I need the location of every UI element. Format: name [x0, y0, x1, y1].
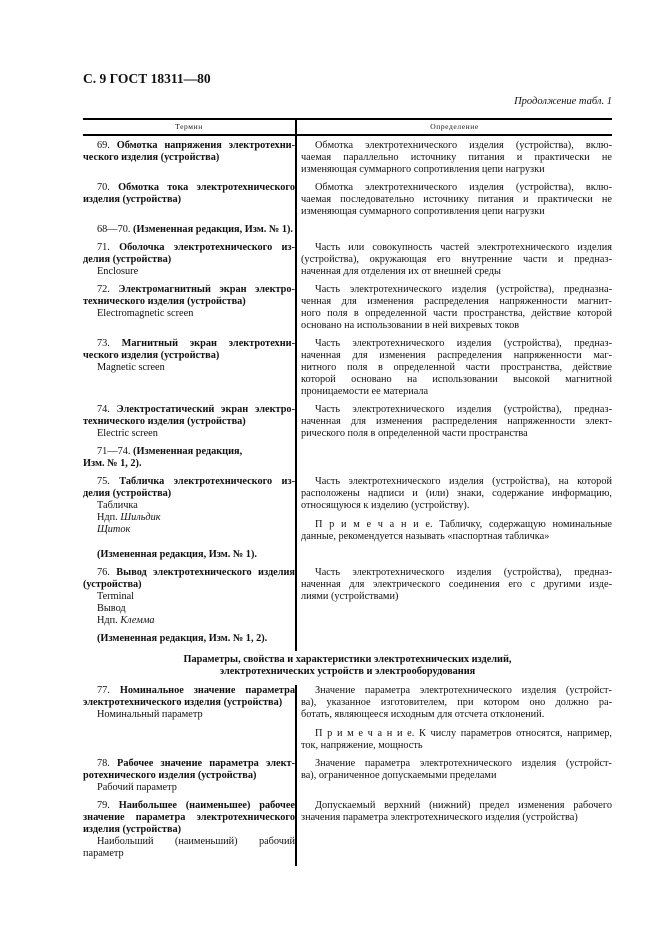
definition-line: которой основано на использовании высокой магнитной	[301, 374, 612, 385]
definition-cell	[295, 284, 612, 338]
definition-line: (устройства), окружающая его внутренние части и предназ-	[301, 254, 612, 265]
definition-line: ва), указанное изготовителем, при котором оно должно ра-	[301, 697, 612, 708]
definition-cell	[295, 633, 612, 651]
term-title: Электромагнитный экран электро-	[118, 284, 295, 295]
definition-line: Часть электротехнического изделия (устройства), предназ-	[315, 567, 612, 578]
definition-line: Часть электротехнического изделия (устройства), предназна-	[315, 284, 612, 295]
definition-line: ченная для изменения распределения напряженности магнит-	[301, 296, 612, 307]
term-title: Обмотка тока электротехнического	[118, 182, 296, 193]
term-number: 70.	[97, 182, 110, 193]
term-synonym	[83, 615, 295, 627]
term-title: (устройства)	[83, 579, 142, 590]
definition-line: данные, рекомендуется называть «паспортная табличка»	[301, 531, 550, 542]
term-title: изделия (устройства)	[83, 824, 182, 835]
definition-paragraph	[301, 519, 612, 543]
term-title-line	[83, 182, 295, 194]
term-title-line	[83, 152, 295, 164]
definition-line: наченная для электрического соединения его с другими изде-	[301, 579, 612, 590]
definition-paragraph	[301, 567, 612, 603]
term-title-line	[83, 350, 295, 362]
term-cell	[83, 567, 295, 633]
term-number: 79.	[97, 800, 110, 811]
definition-line: Часть электротехнического изделия (устройства), предназ-	[315, 338, 612, 349]
term-cell	[83, 284, 295, 338]
synonym-text: Terminal	[97, 591, 135, 602]
note-number: 71—74.	[97, 446, 131, 457]
term-synonym	[83, 836, 295, 848]
term-entry	[83, 404, 612, 446]
definition-line: Значение параметра электротехнического изделия (устройст-	[315, 758, 612, 769]
term-title-line	[83, 416, 295, 428]
term-title: Рабочее значение параметра элект-	[117, 758, 295, 769]
synonym-text: Шильдик	[120, 512, 161, 523]
term-title: электротехнического изделия (устройства)	[83, 697, 283, 708]
note-text: (Измененная редакция,	[133, 446, 243, 457]
synonym-text: Electromagnetic screen	[97, 308, 194, 319]
definition-paragraph	[301, 476, 612, 512]
definition-paragraph	[301, 800, 612, 824]
section-heading-line: Параметры, свойства и характеристики электротехнических изделий,	[183, 654, 512, 665]
term-title: Вывод электротехнического изделия	[116, 567, 296, 578]
definition-paragraph	[301, 758, 612, 782]
term-cell	[83, 633, 295, 651]
definition-cell	[295, 446, 612, 476]
term-title-line	[83, 758, 295, 770]
term-title: Номинальное значение параметра	[119, 685, 295, 696]
definition-cell	[295, 800, 612, 866]
synonym-text: Вывод	[97, 603, 126, 614]
definition-line: наченная для отделения их от внешней среды	[301, 266, 501, 277]
term-number: 78.	[97, 758, 110, 769]
term-number: 77.	[97, 685, 110, 696]
term-title: Обмотка напряжения электротехни-	[116, 140, 295, 151]
table-header	[83, 120, 612, 136]
definition-paragraph	[301, 685, 612, 721]
term-number: 69.	[97, 140, 110, 151]
synonym-text: Табличка	[97, 500, 138, 511]
term-title: технического изделия (устройства)	[83, 296, 246, 307]
term-cell	[83, 182, 295, 224]
definition-line: относящуюся к изделию (устройству).	[301, 500, 470, 511]
note-line	[83, 633, 295, 645]
synonym-prefix: Ндп.	[97, 512, 118, 523]
term-title: Оболочка электротехнического из-	[119, 242, 295, 253]
synonym-text: Щиток	[97, 524, 131, 535]
synonym-text: параметр	[83, 848, 124, 859]
amendment-note	[83, 224, 612, 242]
synonym-text: Клемма	[120, 615, 155, 626]
note-line	[83, 549, 295, 561]
term-title: Электростатический экран электро-	[116, 404, 296, 415]
definition-line: рического поля в определенной части пространства	[301, 428, 528, 439]
term-title-line	[83, 284, 295, 296]
term-synonym	[83, 308, 295, 320]
amendment-note	[83, 446, 612, 476]
term-title-line	[83, 567, 295, 579]
term-synonym	[83, 524, 295, 536]
definition-line: расположены надписи и (или) знаки, содержание информацию,	[301, 488, 612, 499]
term-title: технического изделия (устройства)	[83, 416, 246, 427]
term-title-line	[83, 697, 295, 709]
term-title: делия (устройства)	[83, 488, 172, 499]
term-synonym	[83, 266, 295, 278]
term-synonym	[83, 709, 295, 721]
definition-line: Обмотка электротехнического изделия (устройства), вклю-	[315, 140, 612, 151]
term-title: Табличка электротехнического из-	[119, 476, 296, 487]
term-synonym	[83, 500, 295, 512]
page-reference: С. 9 ГОСТ 18311—80	[83, 71, 211, 86]
definition-line: изменяющая суммарного сопротивления цепи нагрузки	[301, 164, 545, 175]
note-text: (Измененная редакция, Изм. № 1, 2).	[97, 633, 268, 644]
term-title-line	[83, 812, 295, 824]
definition-line: наченная для изменения распределения напряженности элект-	[301, 416, 612, 427]
term-title-line	[83, 800, 295, 812]
definition-cell	[295, 224, 612, 242]
term-synonym	[83, 362, 295, 374]
definition-paragraph	[301, 182, 612, 218]
term-synonym	[83, 512, 295, 524]
definition-line: Часть или совокупность частей электротехнического изделия	[315, 242, 612, 253]
definition-cell	[295, 549, 612, 567]
term-number: 73.	[97, 338, 110, 349]
definition-paragraph	[301, 338, 612, 398]
term-entry	[83, 284, 612, 338]
term-synonym	[83, 848, 295, 860]
table-continuation-label: Продолжение табл. 1	[514, 96, 612, 107]
term-cell	[83, 549, 295, 567]
term-entry	[83, 567, 612, 633]
term-entry	[83, 182, 612, 224]
term-cell	[83, 446, 295, 476]
amendment-note	[83, 549, 612, 567]
definition-line: ного поля в определенной части пространства, действие которой	[301, 308, 612, 319]
definition-paragraph	[301, 404, 612, 440]
terms-table	[83, 118, 612, 866]
note-text: (Измененная редакция, Изм. № 1).	[97, 549, 257, 560]
term-synonym	[83, 603, 295, 615]
synonym-text: Enclosure	[97, 266, 139, 277]
term-cell	[83, 224, 295, 242]
note-line	[83, 458, 295, 470]
term-title-line	[83, 338, 295, 350]
term-entry	[83, 800, 612, 866]
term-title: делия (устройства)	[83, 254, 172, 265]
amendment-note	[83, 633, 612, 651]
term-cell	[83, 136, 295, 182]
term-cell	[83, 800, 295, 866]
term-title: ческого изделия (устройства)	[83, 350, 220, 361]
term-cell	[83, 404, 295, 446]
term-title-line	[83, 488, 295, 500]
term-cell	[83, 758, 295, 800]
section-heading-line: электротехнических устройств и электрооборудования	[219, 666, 476, 677]
term-number: 75.	[97, 476, 110, 487]
term-entry	[83, 338, 612, 404]
term-entry	[83, 242, 612, 284]
term-title-line	[83, 296, 295, 308]
term-title-line	[83, 824, 295, 836]
synonym-text: Рабочий параметр	[97, 782, 177, 793]
term-title-line	[83, 770, 295, 782]
term-title-line	[83, 579, 295, 591]
term-title: ческого изделия (устройства)	[83, 152, 220, 163]
note-line	[83, 224, 295, 236]
term-title-line	[83, 254, 295, 266]
term-title: ротехнического изделия (устройства)	[83, 770, 257, 781]
column-header-definition: Определение	[295, 120, 612, 134]
term-synonym	[83, 428, 295, 440]
definition-paragraph	[301, 284, 612, 332]
definition-line: проницаемости ее материала	[301, 386, 429, 397]
term-number: 71.	[97, 242, 110, 253]
term-title: Магнитный экран электротехни-	[121, 338, 295, 349]
definition-cell	[295, 136, 612, 182]
definition-line: Значение параметра электротехнического изделия (устройст-	[315, 685, 612, 696]
definition-cell	[295, 182, 612, 224]
definition-line: наченная для изменения распределения напряженности маг-	[301, 350, 612, 361]
synonym-text: Magnetic screen	[97, 362, 165, 373]
definition-line: Обмотка электротехнического изделия (устройства), вклю-	[315, 182, 612, 193]
definition-line: чаемая параллельно источнику питания и практически не	[301, 152, 612, 163]
synonym-text: Наибольший (наименьший) рабочий	[97, 836, 295, 847]
definition-paragraph	[301, 140, 612, 176]
term-title-line	[83, 242, 295, 254]
term-entry	[83, 758, 612, 800]
definition-line: Часть электротехнического изделия (устройства), предназ-	[315, 404, 612, 415]
definition-line: Допускаемый верхний (нижний) предел изменения рабочего	[315, 800, 612, 811]
term-cell	[83, 338, 295, 404]
section-heading	[83, 651, 612, 685]
term-title-line	[83, 404, 295, 416]
column-header-term: Термин	[175, 122, 203, 131]
term-title: значение параметра электротехнического	[83, 812, 295, 823]
term-entry	[83, 685, 612, 758]
definition-line: изменяющая суммарного сопротивления цепи нагрузки	[301, 206, 545, 217]
definition-cell	[295, 404, 612, 446]
term-cell	[83, 476, 295, 549]
term-title-line	[83, 685, 295, 697]
synonym-text: Номинальный параметр	[97, 709, 203, 720]
definition-cell	[295, 685, 612, 758]
note-number: 68—70.	[97, 224, 131, 235]
term-title-line	[83, 476, 295, 488]
term-synonym	[83, 591, 295, 603]
definition-cell	[295, 758, 612, 800]
term-title-line	[83, 140, 295, 152]
term-title-line	[83, 194, 295, 206]
definition-line: основано на использовании в ней вихревых токов	[301, 320, 520, 331]
term-number: 76.	[97, 567, 110, 578]
term-entry	[83, 136, 612, 182]
definition-line: ва), ограниченное допускаемыми пределами	[301, 770, 497, 781]
definition-cell	[295, 567, 612, 633]
term-title: Наибольшее (наименьшее) рабочее	[118, 800, 295, 811]
definition-line: лиями (устройствами)	[301, 591, 399, 602]
term-title: изделия (устройства)	[83, 194, 182, 205]
definition-cell	[295, 476, 612, 549]
term-synonym	[83, 782, 295, 794]
definition-line: Часть электротехнического изделия (устройства), на которой	[315, 476, 612, 487]
definition-cell	[295, 338, 612, 404]
term-cell	[83, 242, 295, 284]
definition-line: П р и м е ч а н и е. Табличку, содержащую номинальные	[315, 519, 612, 530]
definition-line: ток, напряжение, мощность	[301, 740, 423, 751]
term-cell	[83, 685, 295, 758]
note-text: (Измененная редакция, Изм. № 1).	[133, 224, 293, 235]
term-number: 74.	[97, 404, 110, 415]
definition-line: П р и м е ч а н и е. К числу параметров относятся, например,	[315, 728, 612, 739]
definition-paragraph	[301, 728, 612, 752]
table-body	[83, 136, 612, 866]
definition-line: нитного поля в определенной части пространства, действие	[301, 362, 612, 373]
definition-paragraph	[301, 242, 612, 278]
synonym-text: Electric screen	[97, 428, 158, 439]
note-line	[83, 446, 295, 458]
term-number: 72.	[97, 284, 110, 295]
definition-line: ботать, являющееся исходным для отсчета отклонений.	[301, 709, 545, 720]
term-entry	[83, 476, 612, 549]
synonym-prefix: Ндп.	[97, 615, 118, 626]
definition-line: чаемая последовательно источнику питания и практически не	[301, 194, 612, 205]
definition-line: значения параметра электротехнического изделия (устройства)	[301, 812, 578, 823]
note-text: Изм. № 1, 2).	[83, 458, 142, 469]
definition-cell	[295, 242, 612, 284]
